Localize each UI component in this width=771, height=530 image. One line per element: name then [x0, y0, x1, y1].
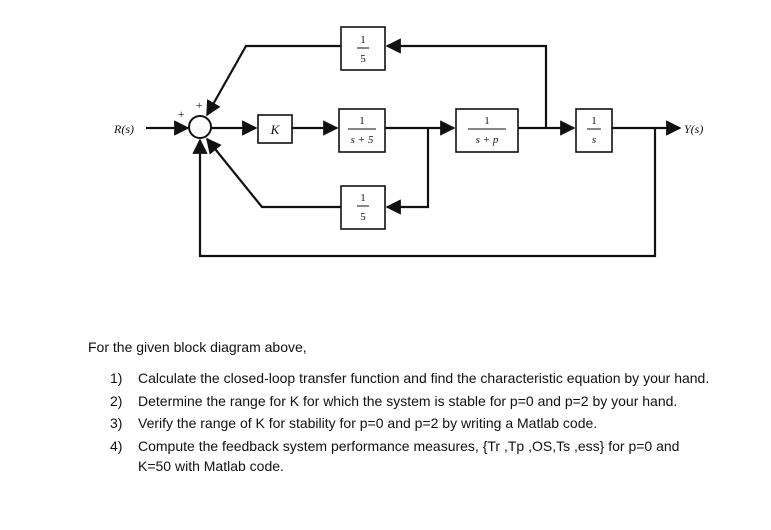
top-feedback-denominator: 5 — [360, 53, 366, 65]
question-text: Determine the range for K for which the system is stable for p=0 and p=2 by your hand. — [138, 392, 678, 409]
integrator-numerator: 1 — [591, 115, 597, 127]
summing-junction — [189, 116, 211, 138]
lower-feedback-wire-left — [207, 139, 341, 207]
lower-feedback-wire-right — [387, 128, 428, 207]
question-item — [110, 391, 710, 412]
plant1-denominator: s + 5 — [350, 134, 374, 146]
question-number: 3) — [110, 415, 123, 431]
input-label: R(s) — [114, 122, 134, 136]
question-number: 4) — [110, 437, 123, 454]
lower-feedback-numerator: 1 — [360, 192, 366, 204]
question-number: 2) — [110, 392, 123, 409]
gain-label: K — [270, 122, 280, 137]
question-list — [110, 368, 710, 479]
question-item — [110, 436, 710, 477]
sum-sign-top: + — [177, 107, 186, 121]
plant1-numerator: 1 — [359, 115, 365, 127]
output-label: Y(s) — [684, 122, 704, 136]
integrator-denominator: s — [591, 134, 597, 146]
question-item — [110, 368, 710, 389]
intro-text: For the given block diagram above, — [88, 339, 307, 355]
question-text: Compute the feedback system performance measures, {Tr ,Tp ,OS,Ts ,ess} for p=0 and K=50 with Matlab code. — [138, 437, 680, 474]
question-text: Verify the range of K for stability for p=0 and p=2 by writing a Matlab code. — [138, 415, 598, 431]
question-item — [110, 413, 710, 434]
top-feedback-wire-left — [207, 46, 341, 115]
lower-feedback-denominator: 5 — [360, 211, 366, 223]
question-number: 1) — [110, 370, 123, 386]
plant2-denominator: s + p — [475, 134, 499, 146]
top-feedback-numerator: 1 — [360, 34, 366, 46]
sum-sign-topright: + — [195, 98, 204, 112]
question-text: Calculate the closed-loop transfer function and find the characteristic equation by your hand. — [138, 370, 710, 386]
plant2-numerator: 1 — [484, 115, 490, 127]
